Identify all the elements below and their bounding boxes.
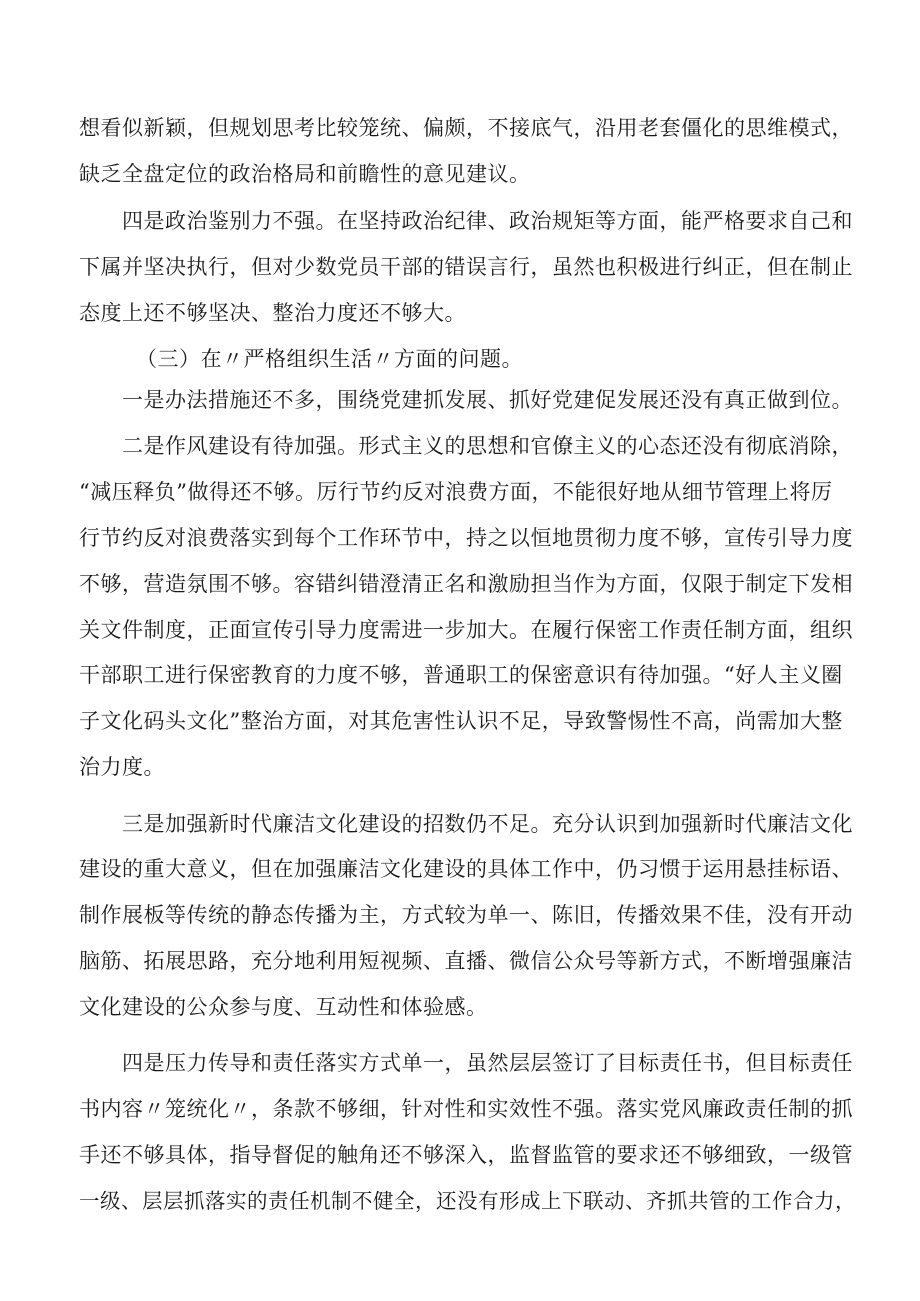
text-line: 干部职工进行保密教育的力度不够，普通职工的保密意识有待加强。“好人主义圈 <box>79 663 843 687</box>
text-line: 建设的重大意义，但在加强廉洁文化建设的具体工作中，仍习惯于运用悬挂标语、 <box>79 857 853 881</box>
text-line: 不够，营造氛围不够。容错纠错澄清正名和激励担当作为方面，仅限于制定下发相 <box>79 572 853 596</box>
text-line: “减压释负”做得还不够。厉行节约反对浪费方面，不能很好地从细节管理上将厉 <box>79 480 833 504</box>
text-line: 文化建设的公众参与度、互动性和体验感。 <box>79 995 488 1019</box>
text-line: 制作展板等传统的静态传播为主，方式较为单一、陈旧，传播效果不佳，没有开动 <box>79 903 853 927</box>
text-line: 书内容〃笼统化〃，条款不够细，针对性和实效性不强。落实党风廉政责任制的抓 <box>79 1097 853 1121</box>
text-line: 关文件制度，正面宣传引导力度需进一步加大。在履行保密工作责任制方面，组织 <box>79 618 853 642</box>
text-line: 缺乏全盘定位的政治格局和前瞻性的意见建议。 <box>79 162 531 186</box>
text-line: 四是政治鉴别力不强。在坚持政治纪律、政治规矩等方面，能严格要求自己和 <box>122 209 853 233</box>
text-line: 脑筋、拓展思路，充分地利用短视频、直播、微信公众号等新方式，不断增强廉洁 <box>79 949 853 973</box>
text-line: 想看似新颖，但规划思考比较笼统、偏颇，不接底气，沿用老套僵化的思维模式， <box>79 116 853 140</box>
text-line: 三是加强新时代廉洁文化建设的招数仍不足。充分认识到加强新时代廉洁文化 <box>122 812 853 836</box>
text-line: 治力度。 <box>79 755 165 779</box>
text-line: 子文化码头文化”整治方面，对其危害性认识不足，导致警惕性不高，尚需加大整 <box>79 709 843 733</box>
text-line: 行节约反对浪费落实到每个工作环节中，持之以恒地贯彻力度不够，宣传引导力度 <box>79 526 853 550</box>
section-heading: （三）在〃严格组织生活〃方面的问题。 <box>136 347 523 371</box>
text-line: 四是压力传导和责任落实方式单一，虽然层层签订了目标责任书，但目标责任 <box>122 1051 853 1075</box>
text-line: 下属并坚决执行，但对少数党员干部的错误言行，虽然也积极进行纠正，但在制止 <box>79 255 853 279</box>
text-line: 手还不够具体，指导督促的触角还不够深入，监督监管的要求还不够细致，一级管 <box>79 1143 853 1167</box>
text-line: 二是作风建设有待加强。形式主义的思想和官僚主义的心态还没有彻底消除， <box>122 434 853 458</box>
text-line: 一级、层层抓落实的责任机制不健全，还没有形成上下联动、齐抓共管的工作合力， <box>79 1189 856 1213</box>
text-line: 态度上还不够坚决、整治力度还不够大。 <box>79 301 466 325</box>
text-line: 一是办法措施还不多，围绕党建抓发展、抓好党建促发展还没有真正做到位。 <box>122 388 853 412</box>
